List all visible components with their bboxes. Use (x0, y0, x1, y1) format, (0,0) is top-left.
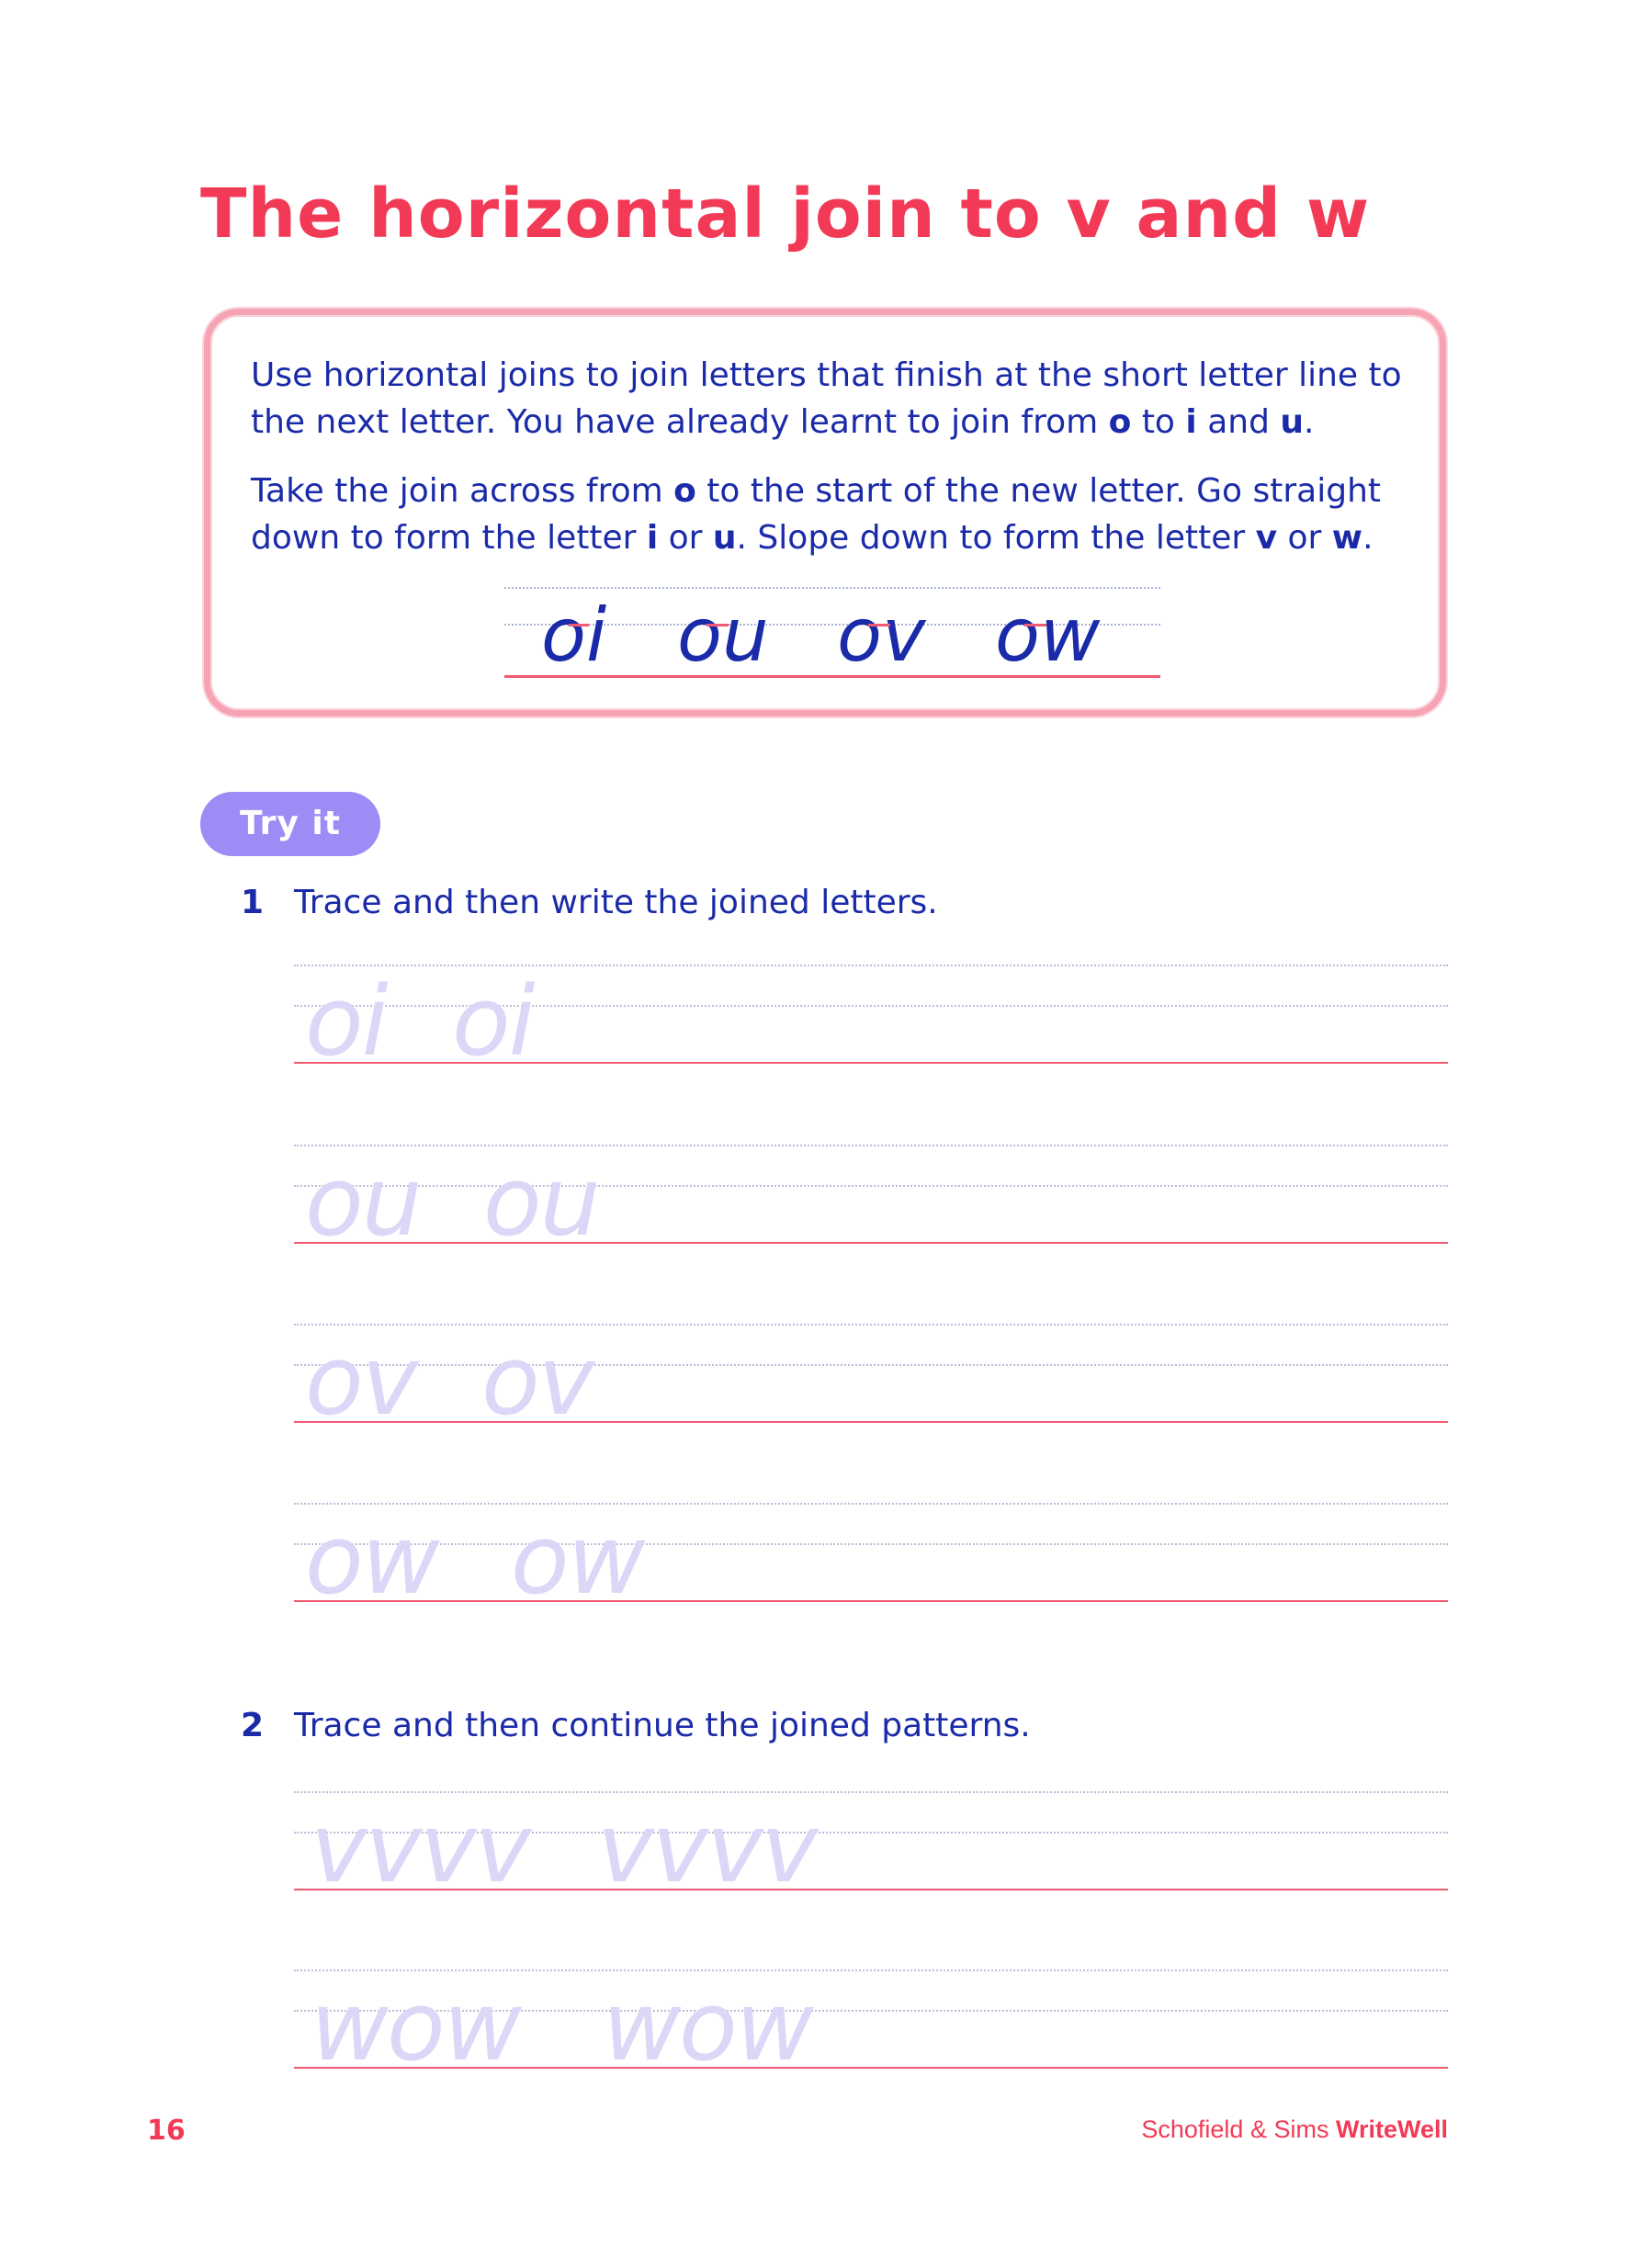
join-examples (504, 587, 1160, 692)
baseline (294, 1600, 1448, 1602)
instruction-text: Take the join across from (251, 472, 674, 510)
letter-u: u (1280, 403, 1305, 441)
writing-row-ow[interactable] (294, 1503, 1448, 1616)
trace-letters[interactable]: ow (305, 1504, 438, 1616)
trace-pattern[interactable]: wow (603, 1970, 812, 2082)
trace-letters[interactable]: ou (483, 1145, 599, 1258)
example-ov: ov (837, 592, 926, 678)
trace-pattern[interactable]: vvvv (597, 1792, 817, 1904)
letter-i: i (1185, 403, 1197, 441)
series-name: WriteWell (1335, 2116, 1448, 2143)
instruction-box (204, 309, 1446, 717)
short-letter-guide-line (294, 1364, 1448, 1366)
join-marker (569, 624, 589, 626)
short-letter-guide-line (294, 1543, 1448, 1545)
trace-letters[interactable]: oi (452, 965, 534, 1078)
baseline (294, 1242, 1448, 1244)
writing-row-ou[interactable] (294, 1145, 1448, 1258)
letter-o: o (673, 472, 696, 510)
example-ow: ow (995, 592, 1101, 678)
instruction-text: to the start of the new letter. Go straight (695, 472, 1382, 510)
instruction-paragraph-2 (251, 468, 1381, 561)
instruction-text: the next letter. You have already learnt to join from (251, 403, 1109, 441)
instruction-paragraph-1 (251, 352, 1402, 446)
trace-letters[interactable]: oi (305, 965, 387, 1078)
example-oi: oi (541, 592, 607, 678)
join-marker (1024, 624, 1046, 626)
letter-u: u (712, 519, 737, 557)
instruction-text: . Slope down to form the letter (736, 519, 1256, 557)
instruction-text: to (1131, 403, 1186, 441)
letter-o: o (1108, 403, 1132, 441)
instruction-text: . (1362, 519, 1373, 557)
trace-pattern[interactable]: vvvv (311, 1792, 530, 1904)
instruction-text: or (1277, 519, 1332, 557)
question-2-text: Trace and then continue the joined patterns. (294, 1707, 1031, 1744)
trace-letters[interactable]: ov (305, 1325, 417, 1437)
letter-v: v (1255, 519, 1278, 557)
page-title: The horizontal join to v and w (200, 175, 1371, 254)
writing-row-vvvv[interactable] (294, 1791, 1448, 1904)
instruction-text: or (658, 519, 713, 557)
writing-row-wow[interactable] (294, 1969, 1448, 2080)
ascender-guide-line (294, 1324, 1448, 1326)
join-marker (868, 624, 890, 626)
letter-i: i (646, 519, 659, 557)
question-2-number: 2 (241, 1707, 265, 1744)
writing-row-oi[interactable] (294, 965, 1448, 1078)
question-1-number: 1 (241, 884, 265, 921)
instruction-text: Use horizontal joins to join letters that finish at the short letter line to (251, 356, 1402, 394)
trace-letters[interactable]: ou (305, 1145, 421, 1258)
instruction-text: . (1304, 403, 1315, 441)
ascender-guide-line (294, 1503, 1448, 1505)
instruction-text: down to form the letter (251, 519, 647, 557)
question-1-text: Trace and then write the joined letters. (294, 884, 938, 921)
writing-row-ov[interactable] (294, 1324, 1448, 1437)
trace-letters[interactable]: ow (511, 1504, 644, 1616)
instruction-text: and (1196, 403, 1281, 441)
baseline (294, 1421, 1448, 1423)
trace-pattern[interactable]: wow (311, 1970, 520, 2082)
publisher-name: Schofield & Sims (1141, 2116, 1336, 2143)
join-marker (706, 624, 729, 626)
short-letter-guide-line (294, 1185, 1448, 1187)
try-it-badge: Try it (200, 792, 380, 856)
footer-publisher (1141, 2116, 1448, 2144)
example-ou: ou (677, 592, 769, 678)
letter-w: w (1331, 519, 1363, 557)
ascender-guide-line (504, 587, 1160, 589)
ascender-guide-line (294, 1145, 1448, 1146)
trace-letters[interactable]: ov (481, 1325, 593, 1437)
page-number: 16 (147, 2115, 186, 2147)
